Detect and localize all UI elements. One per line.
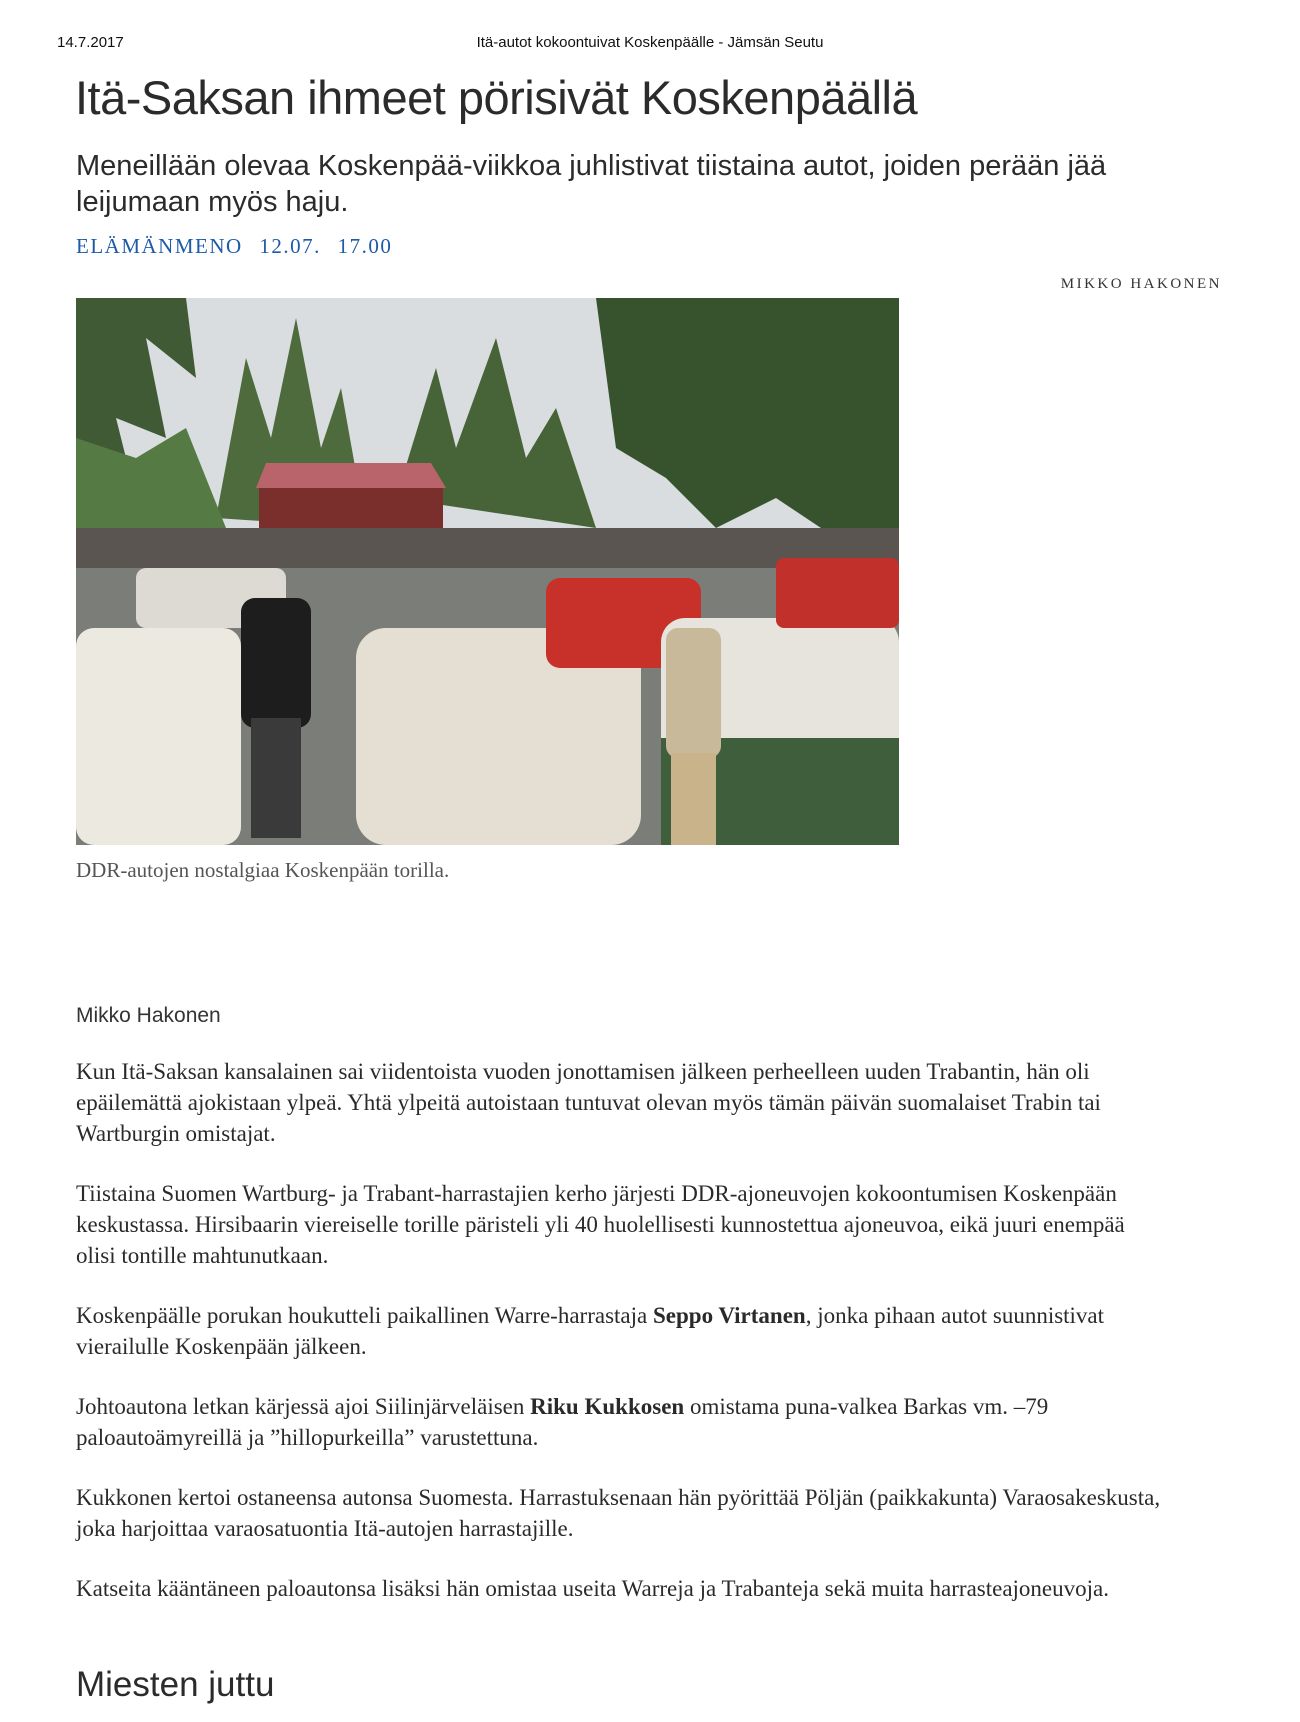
article-author: Mikko Hakonen (76, 1004, 221, 1027)
section-subheading: Miesten juttu (76, 1665, 275, 1704)
paragraph-4 (76, 1391, 1166, 1453)
paragraph-4-text-end: omistama puna-valkea Barkas vm. –79 paloautoämyreillä ja ”hillopurkeilla” varustettuna. (76, 1394, 1049, 1450)
photo-caption: DDR-autojen nostalgiaa Koskenpään torilla. (76, 858, 450, 882)
article-lead: Meneillään olevaa Koskenpää-viikkoa juhlistivat tiistaina autot, joiden perään jää leijumaan myös haju. (76, 150, 1107, 218)
paragraph-4-text: Johtoautona letkan kärjessä ajoi Siilinjärveläisen (76, 1394, 531, 1419)
paragraph-1: Kun Itä-Saksan kansalainen sai viidentoista vuoden jonottamisen jälkeen perheelleen uuden Trabantin, hän oli epäilemättä ajokistaan ylpeä. Yhtä ylpeitä autoistaan tuntuvat olevan myös tämän päivän suomalaiset Trabin tai Wartburgin omistajat. (76, 1059, 1101, 1146)
paragraph-3 (76, 1300, 1166, 1362)
article-category-link[interactable]: ELÄMÄNMENO (76, 234, 243, 258)
article-body (76, 1056, 1166, 1633)
print-page-title: Itä-autot kokoontuivat Koskenpäälle - Jämsän Seutu (476, 34, 824, 51)
paragraph-3-text: Koskenpäälle porukan houkutteli paikallinen Warre-harrastaja (76, 1303, 653, 1328)
article-date: 12.07. (259, 234, 321, 258)
paragraph-5: Kukkonen kertoi ostaneensa autonsa Suomesta. Harrastuksenaan hän pyörittää Pöljän (paikkakunta) Varaosakeskusta, joka harjoittaa varaosatuontia Itä-autojen harrastajille. (76, 1485, 1161, 1541)
article-headline: Itä-Saksan ihmeet pörisivät Koskenpäällä (75, 71, 918, 124)
person-name-bold: Seppo Virtanen (652, 1303, 806, 1328)
print-date: 14.7.2017 (57, 34, 124, 51)
article-meta (76, 234, 402, 259)
paragraph-2: Tiistaina Suomen Wartburg- ja Trabant-harrastajien kerho järjesti DDR-ajoneuvojen kokoontumisen Koskenpään keskustassa. Hirsibaarin viereiselle torille päristeli yli 40 huolellisesti kunnostettua ajoneuvoa, eikä juuri enempää olisi tontille mahtunutkaan. (76, 1181, 1125, 1268)
photo-credit: MIKKO HAKONEN (1060, 276, 1222, 292)
article-photo (76, 298, 899, 845)
article-time: 17.00 (337, 234, 393, 258)
person-name-bold: Riku Kukkosen (530, 1394, 685, 1419)
paragraph-3-text-end: , jonka pihaan autot suunnistivat vierailulle Koskenpään jälkeen. (76, 1303, 1105, 1359)
paragraph-6: Katseita kääntäneen paloautonsa lisäksi hän omistaa useita Warreja ja Trabanteja sekä muita harrasteajoneuvoja. (76, 1576, 1109, 1601)
print-header (0, 34, 1300, 54)
